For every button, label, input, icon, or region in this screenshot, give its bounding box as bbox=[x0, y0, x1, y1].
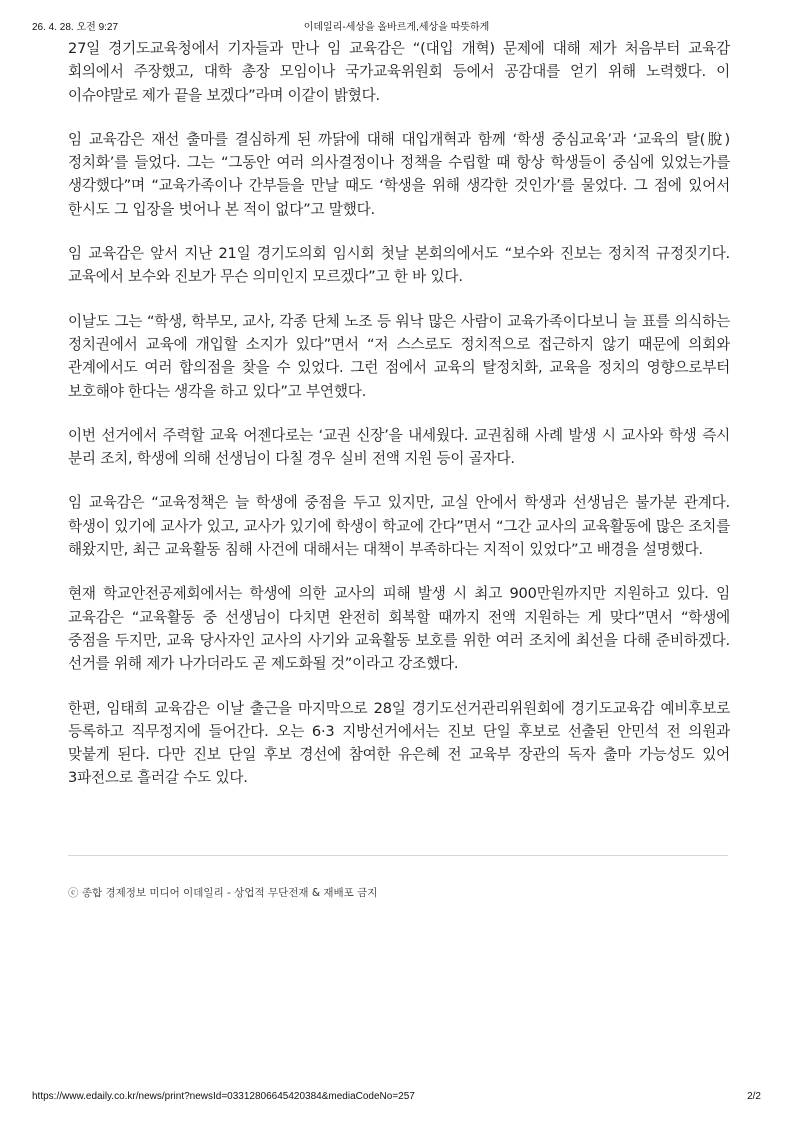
article-paragraph: 임 교육감은 앞서 지난 21일 경기도의회 임시회 첫날 본회의에서도 “보수와 진보는 정치적 규정짓기다. 교육에서 보수와 진보가 무슨 의미인지 모르겠다”고 한 바 있다. bbox=[68, 245, 730, 286]
article-paragraph: 이날도 그는 “학생, 학부모, 교사, 각종 단체 노조 등 워낙 많은 사람이 교육가족이다보니 늘 표를 의식하는 정치권에서 교육에 개입할 소지가 있다”면서 “저 스스로도 정치적으로 접근하지 않기 때문에 의회와 관계에서도 여러 합의점을 찾을 수 있었다. 그런 점에서 교육의 탈정치화, 교육을 정치의 영향으로부터 보호해야 한다는 생각을 하고 있다”고 부연했다. bbox=[68, 312, 730, 400]
print-date: 26. 4. 28. 오전 9:27 bbox=[32, 22, 119, 33]
article-paragraph: 임 교육감은 “교육정책은 늘 학생에 중점을 두고 있지만, 교실 안에서 학생과 선생님은 불가분 관계다. 학생이 있기에 교사가 있고, 교사가 있기에 학생이 학교에 간다”면서 “그간 교사의 교육활동에 많은 조치를 해왔지만, 최근 교육활동 침해 사건에 대해서는 대책이 부족하다는 지적이 있었다”고 배경을 설명했다. bbox=[68, 494, 730, 559]
print-page-title: 이데일리-세상을 올바르게,세상을 따뜻하게 bbox=[303, 22, 490, 33]
print-url: https://www.edaily.co.kr/news/print?newsId=03312806645420384&mediaCodeNo=257 bbox=[32, 1091, 415, 1102]
copyright-notice: ⓒ 종합 경제정보 미디어 이데일리 - 상업적 무단전재 & 재배포 금지 bbox=[68, 887, 378, 899]
article-paragraph: 27일 경기도교육청에서 기자들과 만나 임 교육감은 “(대입 개혁) 문제에 대해 제가 처음부터 교육감 회의에서 주장했고, 대학 총장 모임이나 국가교육위원회 등에서 공감대를 얻기 위해 노력했다. 이 이슈야말로 제가 끝을 보겠다”라며 이같이 밝혔다. bbox=[68, 40, 730, 104]
article-body bbox=[68, 37, 730, 811]
page-number: 2/2 bbox=[747, 1091, 761, 1102]
article-divider bbox=[68, 855, 728, 856]
article-paragraph: 이번 선거에서 주력할 교육 어젠다로는 ‘교권 신장’을 내세웠다. 교권침해 사례 발생 시 교사와 학생 즉시 분리 조치, 학생에 의해 선생님이 다칠 경우 실비 전액 지원 등이 골자다. bbox=[68, 426, 730, 468]
article-paragraph: 임 교육감은 재선 출마를 결심하게 된 까닭에 대해 대입개혁과 함께 ‘학생 중심교육’과 ‘교육의 탈(脫)정치화’를 들었다. 그는 “그동안 여러 의사결정이나 정책을 수립할 때 항상 학생들이 중심에 있었는가를 생각했다”며 “교육가족이나 간부들을 만날 때도 ‘학생을 위해 생각한 것인가’를 물었다. 그 점에 있어서 한시도 그 입장을 벗어나 본 적이 없다”고 말했다. bbox=[68, 130, 730, 218]
article-paragraph: 현재 학교안전공제회에서는 학생에 의한 교사의 피해 발생 시 최고 900만원까지만 지원하고 있다. 임 교육감은 “교육활동 중 선생님이 다치면 완전히 회복할 때까지 전액 지원하는 게 맞다”면서 “학생에 중점을 두지만, 교육 당사자인 교사의 사기와 교육활동 보호를 위한 여러 조치에 최선을 다해 준비하겠다. 선거를 위해 제가 나가더라도 곧 제도화될 것”이라고 강조했다. bbox=[68, 585, 730, 673]
print-footer bbox=[32, 1091, 761, 1105]
print-header bbox=[32, 18, 761, 32]
article-paragraph: 한편, 임태희 교육감은 이날 출근을 마지막으로 28일 경기도선거관리위원회에 경기도교육감 예비후보로 등록하고 직무정지에 들어간다. 오는 6·3 지방선거에서는 진보 단일 후보로 선출된 안민석 전 의원과 맞붙게 된다. 다만 진보 단일 후보 경선에 참여한 유은혜 전 교육부 장관의 독자 출마 가능성도 있어 3파전으로 흘러갈 수도 있다. bbox=[68, 699, 730, 787]
